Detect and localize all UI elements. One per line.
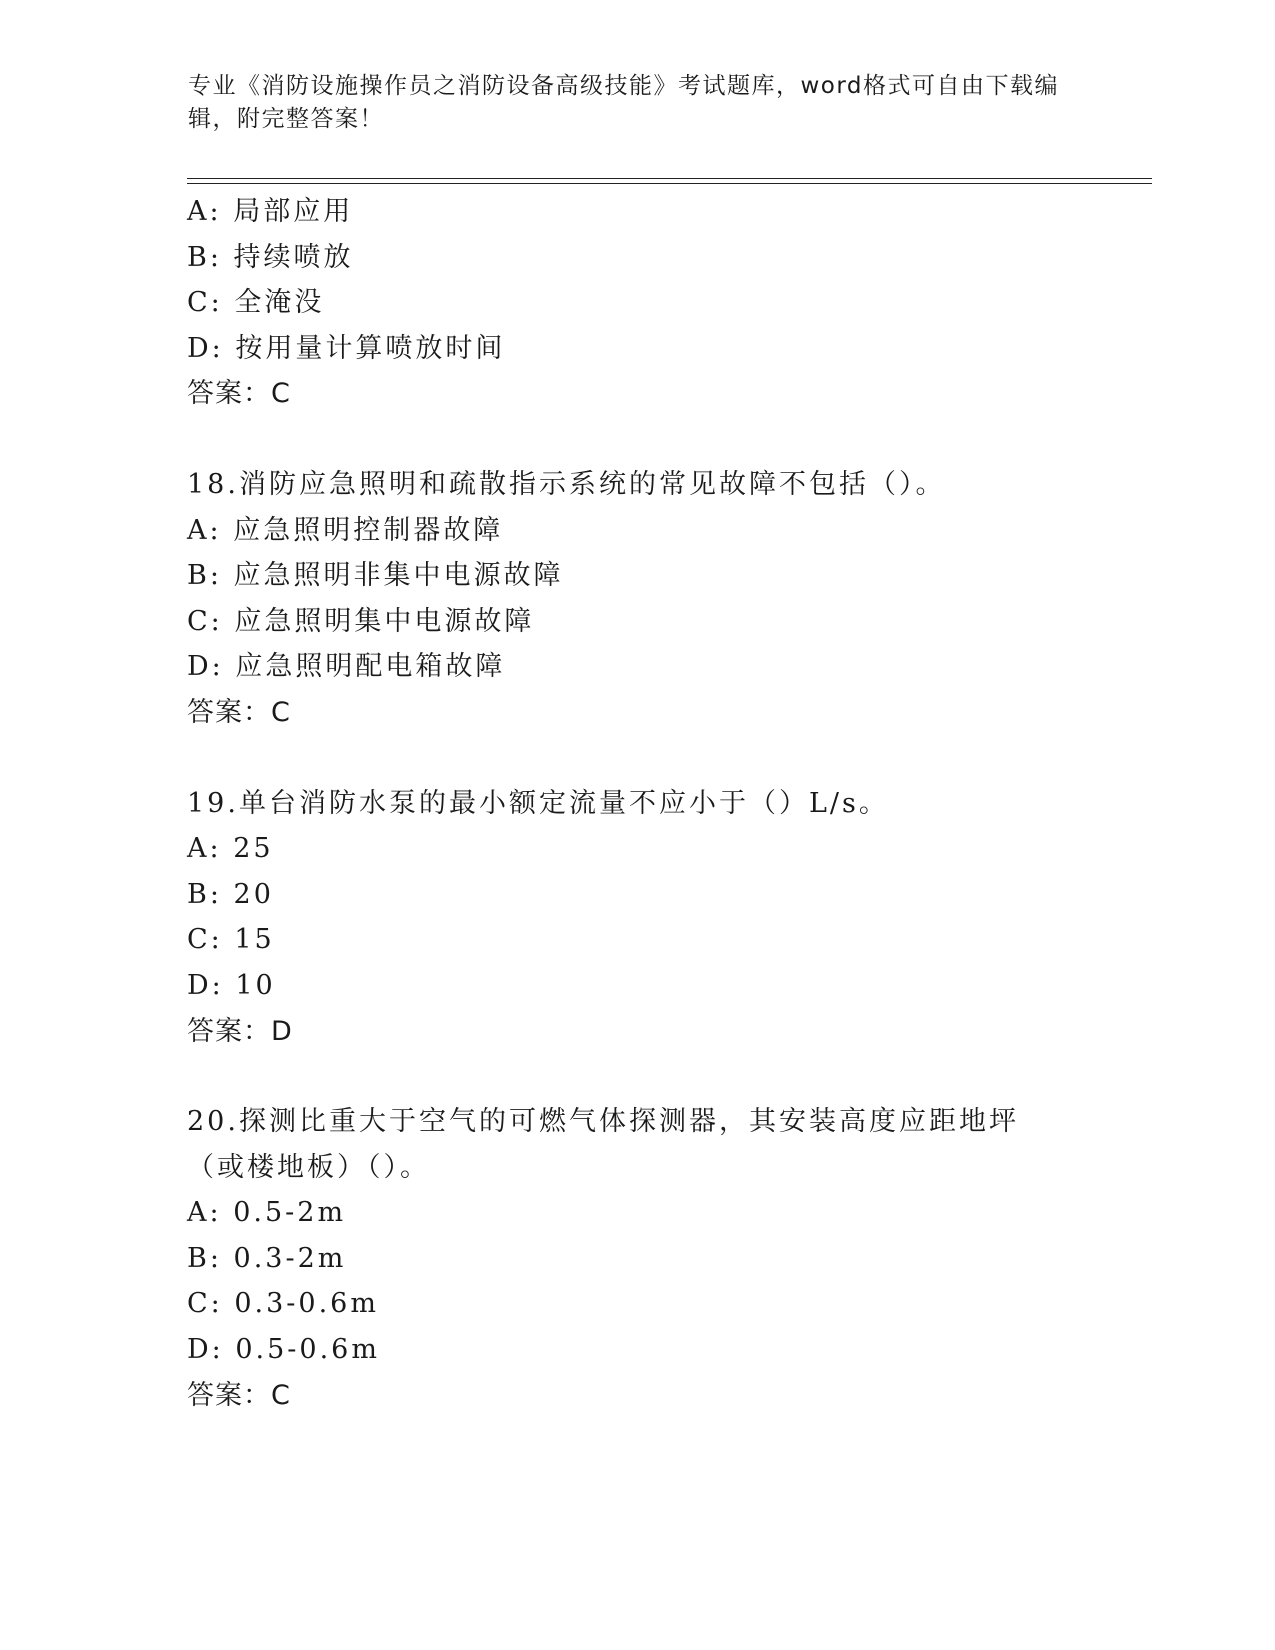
option-a: A: 应急照明控制器故障 [187, 514, 504, 546]
question-18 [187, 462, 1087, 736]
document-header: 专业《消防设施操作员之消防设备高级技能》考试题库，word格式可自由下载编辑，附完整答案！ [188, 73, 1060, 132]
option-a: A: 25 [187, 833, 274, 865]
option-b: B: 应急照明非集中电源故障 [187, 560, 564, 592]
answer: 答案：C [187, 1379, 291, 1411]
header-rule-bottom [187, 183, 1152, 184]
option-c: C: 应急照明集中电源故障 [187, 605, 535, 637]
question-stem: 19.单台消防水泵的最小额定流量不应小于（）L/s。 [187, 787, 889, 819]
option-b: B: 0.3-2m [187, 1242, 347, 1274]
question-20 [187, 1099, 1087, 1418]
answer: 答案：D [187, 1015, 293, 1047]
option-c: C: 15 [187, 924, 275, 956]
question-list [187, 189, 1087, 1418]
answer: 答案：C [187, 696, 291, 728]
question-stem: 18.消防应急照明和疏散指示系统的常见故障不包括（）。 [187, 468, 946, 500]
question-fragment [187, 189, 1087, 417]
option-d: D: 0.5-0.6m [187, 1334, 380, 1366]
option-b: B: 持续喷放 [187, 241, 354, 273]
question-stem: 20.探测比重大于空气的可燃气体探测器，其安装高度应距地坪（或楼地板）（）。 [187, 1106, 1019, 1183]
option-d: D: 按用量计算喷放时间 [187, 332, 506, 364]
answer: 答案：C [187, 378, 291, 410]
option-d: D: 10 [187, 969, 276, 1001]
header-rule-top [187, 178, 1152, 179]
option-c: C: 0.3-0.6m [187, 1288, 379, 1320]
option-c: C: 全淹没 [187, 287, 325, 319]
option-b: B: 20 [187, 878, 274, 910]
option-a: A: 0.5-2m [187, 1197, 347, 1229]
option-d: D: 应急照明配电箱故障 [187, 651, 506, 683]
option-a: A: 局部应用 [187, 196, 354, 227]
question-19 [187, 781, 1087, 1055]
